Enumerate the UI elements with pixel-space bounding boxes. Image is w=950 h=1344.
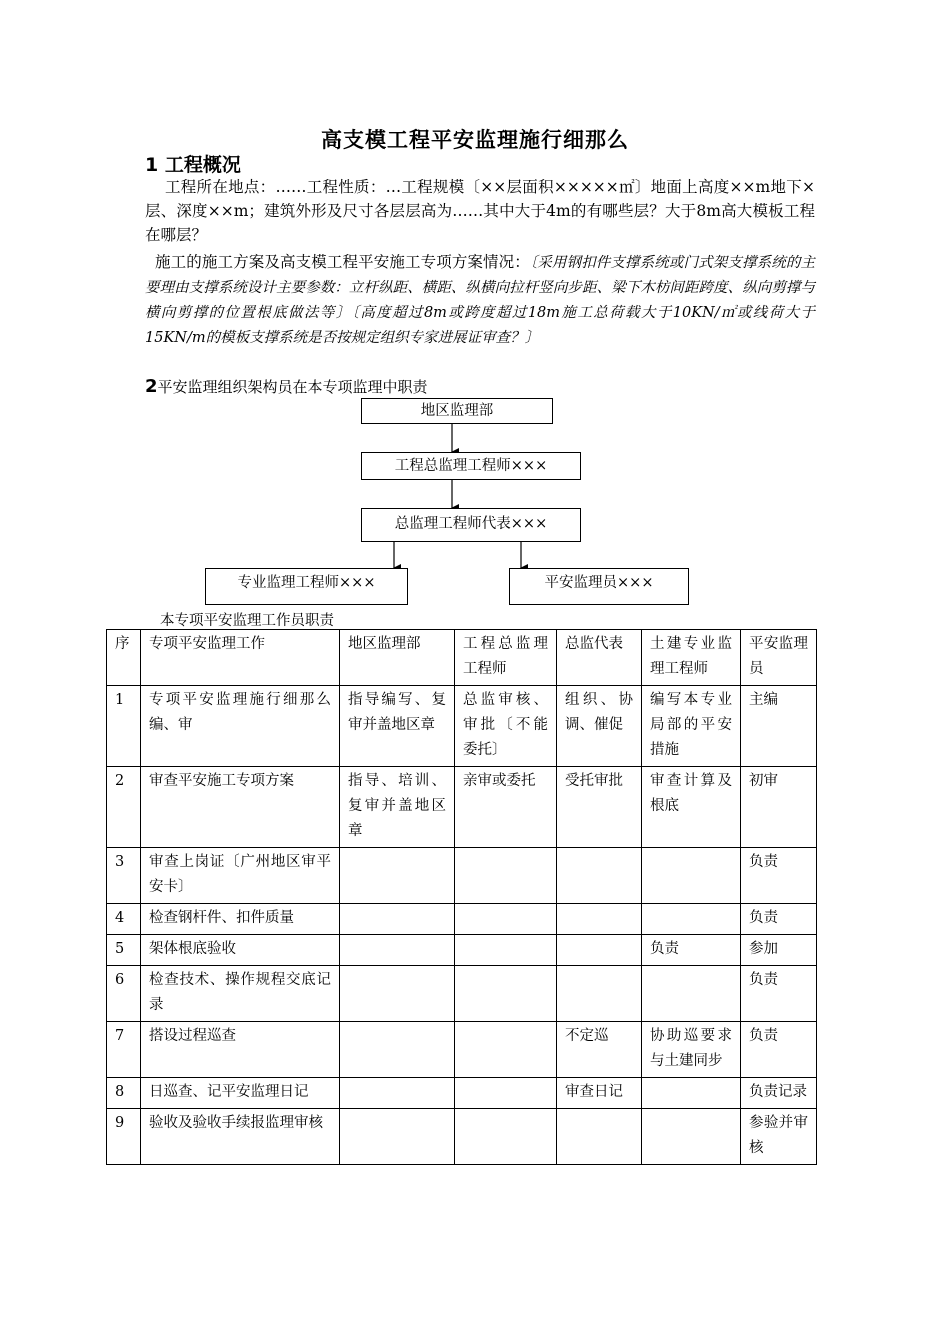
table-cell: 3 [107, 848, 141, 904]
table-cell: 架体根底验收 [141, 935, 340, 966]
table-cell [340, 1022, 455, 1078]
table-cell: 参验并审核 [741, 1109, 817, 1165]
table-header-row [107, 630, 817, 686]
table-cell: 指导、培训、复审并盖地区章 [340, 767, 455, 848]
header-cell: 工程总监理工程师 [455, 630, 557, 686]
table-cell: 总监审核、审批〔不能委托〕 [455, 686, 557, 767]
table-cell [455, 935, 557, 966]
table-row [107, 686, 817, 767]
table-cell: 不定巡 [557, 1022, 642, 1078]
table-cell: 专项平安监理施行细那么编、审 [141, 686, 340, 767]
table-cell [340, 1109, 455, 1165]
duty-table [106, 629, 817, 1165]
table-cell [557, 1109, 642, 1165]
table-cell: 检查钢杆件、扣件质量 [141, 904, 340, 935]
table-cell: 负责 [741, 966, 817, 1022]
table-cell: 指导编写、复审并盖地区章 [340, 686, 455, 767]
table-cell: 负责 [642, 935, 741, 966]
document-title: 高支模工程平安监理施行细那么 [321, 128, 629, 152]
overview-paragraph: 工程所在地点：……工程性质：…工程规模〔××层面积×××××㎡〕地面上高度××m地下×层、深度××m；建筑外形及尺寸各层层高为……其中大于4m的有哪些层？大于8m高大模板工程在哪层？ [145, 178, 815, 244]
table-cell: 负责 [741, 848, 817, 904]
org-box-safety-supervisor: 平安监理员××× [509, 568, 689, 605]
table-cell [455, 966, 557, 1022]
section-2-number: 2 [145, 376, 158, 397]
table-cell [340, 848, 455, 904]
table-cell [642, 848, 741, 904]
header-cell: 总监代表 [557, 630, 642, 686]
table-cell: 6 [107, 966, 141, 1022]
table-cell [642, 1109, 741, 1165]
table-cell: 检查技术、操作规程交底记录 [141, 966, 340, 1022]
table-row [107, 1109, 817, 1165]
plan-italic-note: 〔采用钢扣件支撑系统或门式架支撑系统的主要理由支撑系统设计主要参数：立杆纵距、横距、纵横向拉杆竖向步距、梁下木枋间距跨度、纵向剪撑与横向剪撑的位置根底做法等〕〔高度超过8m或跨度超过18m施工总荷载大于10KN/㎡或线荷大于15KN/m的模板支撑系统是否按规定组织专家进展证审查？〕 [145, 255, 815, 346]
org-box-chief-representative: 总监理工程师代表××× [361, 508, 581, 542]
table-cell: 搭设过程巡查 [141, 1022, 340, 1078]
table-row [107, 904, 817, 935]
table-cell [642, 904, 741, 935]
table-cell: 负责 [741, 904, 817, 935]
table-cell: 4 [107, 904, 141, 935]
table-cell: 编写本专业局部的平安措施 [642, 686, 741, 767]
header-cell: 地区监理部 [340, 630, 455, 686]
org-box-regional-department: 地区监理部 [361, 398, 553, 424]
table-cell: 审查日记 [557, 1078, 642, 1109]
table-cell: 审查计算及根底 [642, 767, 741, 848]
table-cell [340, 1078, 455, 1109]
plan-lead-text: 施工的施工方案及高支模工程平安施工专项方案情况： [155, 253, 530, 271]
table-cell: 2 [107, 767, 141, 848]
table-cell: 验收及验收手续报监理审核 [141, 1109, 340, 1165]
table-cell: 协助巡要求与土建同步 [642, 1022, 741, 1078]
table-row [107, 767, 817, 848]
table-cell: 5 [107, 935, 141, 966]
table-cell: 审查平安施工专项方案 [141, 767, 340, 848]
table-cell: 审查上岗证〔广州地区审平安卡〕 [141, 848, 340, 904]
table-cell: 负责 [741, 1022, 817, 1078]
header-cell: 序 [107, 630, 141, 686]
table-cell: 初审 [741, 767, 817, 848]
table-cell: 组织、协调、催促 [557, 686, 642, 767]
table-cell [642, 966, 741, 1022]
table-cell: 8 [107, 1078, 141, 1109]
table-cell: 1 [107, 686, 141, 767]
org-box-specialist-engineer: 专业监理工程师××× [205, 568, 408, 605]
table-cell: 亲审或委托 [455, 767, 557, 848]
table-cell [642, 1078, 741, 1109]
table-cell [455, 1078, 557, 1109]
table-cell [557, 966, 642, 1022]
table-cell [455, 1022, 557, 1078]
table-caption: 本专项平安监理工作员职责 [160, 613, 334, 629]
table-cell [557, 848, 642, 904]
table-cell: 日巡查、记平安监理日记 [141, 1078, 340, 1109]
section-2-title: 平安监理组织架构员在本专项监理中职责 [157, 378, 428, 396]
org-box-chief-engineer: 工程总监理工程师××× [361, 452, 581, 480]
table-row [107, 1022, 817, 1078]
header-cell: 土建专业监理工程师 [642, 630, 741, 686]
table-cell: 主编 [741, 686, 817, 767]
table-cell: 7 [107, 1022, 141, 1078]
table-row [107, 848, 817, 904]
table-row [107, 966, 817, 1022]
header-cell: 平安监理员 [741, 630, 817, 686]
table-cell [557, 935, 642, 966]
table-cell [340, 966, 455, 1022]
table-cell: 参加 [741, 935, 817, 966]
table-cell: 9 [107, 1109, 141, 1165]
table-row [107, 1078, 817, 1109]
header-cell: 专项平安监理工作 [141, 630, 340, 686]
table-cell [455, 904, 557, 935]
table-cell [557, 904, 642, 935]
table-cell: 负责记录 [741, 1078, 817, 1109]
table-cell: 受托审批 [557, 767, 642, 848]
table-cell [340, 935, 455, 966]
table-cell [455, 1109, 557, 1165]
table-cell [455, 848, 557, 904]
table-cell [340, 904, 455, 935]
section-1-heading: 1 工程概况 [145, 154, 241, 176]
table-row [107, 935, 817, 966]
